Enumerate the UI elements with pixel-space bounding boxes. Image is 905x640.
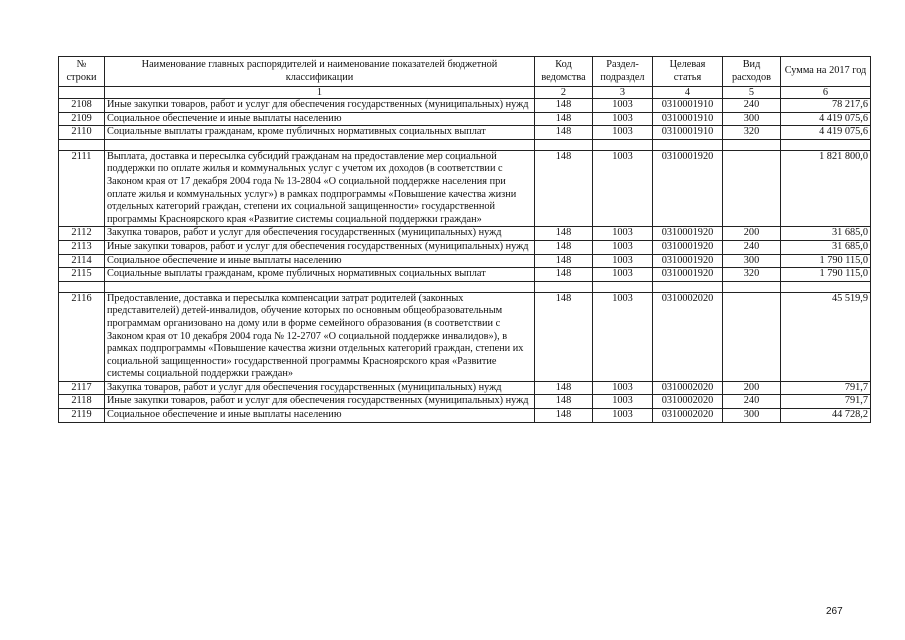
row-sum: 1 821 800,0 xyxy=(781,150,871,227)
spacer-cell xyxy=(535,139,593,150)
row-sum: 4 419 075,6 xyxy=(781,126,871,140)
row-sum: 4 419 075,6 xyxy=(781,112,871,126)
header-sum: Сумма на 2017 год xyxy=(781,57,871,87)
spacer-cell xyxy=(723,281,781,292)
row-number: 2111 xyxy=(59,150,105,227)
row-kind xyxy=(723,150,781,227)
row-code: 148 xyxy=(535,227,593,241)
header-numbers-row xyxy=(59,87,871,99)
header-no: № строки xyxy=(59,57,105,87)
row-target: 0310001910 xyxy=(653,99,723,113)
row-name: Социальные выплаты гражданам, кроме публичных нормативных социальных выплат xyxy=(105,126,535,140)
row-sum: 1 790 115,0 xyxy=(781,268,871,282)
table-spacer-row xyxy=(59,281,871,292)
row-sum: 31 685,0 xyxy=(781,227,871,241)
row-name: Выплата, доставка и пересылка субсидий гражданам на предоставление мер социальной поддержки по оплате жилья и коммунальных услуг с учетом их доходов (в соответствии с Законом края от 17 декабря 2004 года № 13-2804 «О социальной поддержке населения при оплате жилья и коммунальных услуг») в рамках подпрограммы «Повышение качества жизни отдельных категорий граждан, степени их социальной защищенности» государственной программы Красноярского края «Развитие системы социальной поддержки граждан» xyxy=(105,150,535,227)
row-section: 1003 xyxy=(593,240,653,254)
row-target: 0310001910 xyxy=(653,112,723,126)
row-name: Закупка товаров, работ и услуг для обеспечения государственных (муниципальных) нужд xyxy=(105,381,535,395)
row-target: 0310001920 xyxy=(653,254,723,268)
row-code: 148 xyxy=(535,268,593,282)
row-number: 2114 xyxy=(59,254,105,268)
row-section: 1003 xyxy=(593,99,653,113)
row-name: Социальное обеспечение и иные выплаты населению xyxy=(105,409,535,423)
header-number: 5 xyxy=(723,87,781,99)
row-sum: 791,7 xyxy=(781,381,871,395)
row-section: 1003 xyxy=(593,292,653,381)
row-target: 0310001920 xyxy=(653,240,723,254)
row-kind: 300 xyxy=(723,409,781,423)
row-code: 148 xyxy=(535,292,593,381)
row-name: Социальное обеспечение и иные выплаты населению xyxy=(105,112,535,126)
header-target: Целевая статья xyxy=(653,57,723,87)
spacer-cell xyxy=(653,281,723,292)
spacer-cell xyxy=(105,281,535,292)
row-code: 148 xyxy=(535,409,593,423)
row-number: 2112 xyxy=(59,227,105,241)
row-name: Социальное обеспечение и иные выплаты населению xyxy=(105,254,535,268)
row-kind: 200 xyxy=(723,227,781,241)
row-name: Предоставление, доставка и пересылка компенсации затрат родителей (законных представителей) детей-инвалидов, обучение которых по основным общеобразовательным программам организовано на дому или в форме семейного образования (в соответствии с Законом края от 10 декабря 2004 года № 12-2707 «О социальной поддержке инвалидов»), в рамках подпрограммы «Повышение качества жизни отдельных категорий граждан, степени их социальной защищенности» государственной программы Красноярского края «Развитие системы социальной поддержки граждан» xyxy=(105,292,535,381)
row-code: 148 xyxy=(535,99,593,113)
spacer-cell xyxy=(593,281,653,292)
row-target: 0310002020 xyxy=(653,395,723,409)
table-row xyxy=(59,409,871,423)
row-kind: 240 xyxy=(723,395,781,409)
row-section: 1003 xyxy=(593,126,653,140)
row-name: Иные закупки товаров, работ и услуг для обеспечения государственных (муниципальных) нужд xyxy=(105,99,535,113)
spacer-cell xyxy=(105,139,535,150)
row-section: 1003 xyxy=(593,150,653,227)
table-row xyxy=(59,254,871,268)
row-sum: 44 728,2 xyxy=(781,409,871,423)
row-target: 0310001920 xyxy=(653,268,723,282)
row-section: 1003 xyxy=(593,268,653,282)
row-code: 148 xyxy=(535,240,593,254)
row-number: 2109 xyxy=(59,112,105,126)
spacer-cell xyxy=(535,281,593,292)
row-number: 2110 xyxy=(59,126,105,140)
table-row xyxy=(59,268,871,282)
row-number: 2117 xyxy=(59,381,105,395)
row-kind: 300 xyxy=(723,254,781,268)
row-code: 148 xyxy=(535,381,593,395)
row-number: 2113 xyxy=(59,240,105,254)
row-section: 1003 xyxy=(593,381,653,395)
row-code: 148 xyxy=(535,112,593,126)
row-number: 2119 xyxy=(59,409,105,423)
row-sum: 78 217,6 xyxy=(781,99,871,113)
header-number: 4 xyxy=(653,87,723,99)
row-sum: 791,7 xyxy=(781,395,871,409)
row-section: 1003 xyxy=(593,254,653,268)
table-row xyxy=(59,292,871,381)
row-target: 0310002020 xyxy=(653,381,723,395)
row-kind: 320 xyxy=(723,268,781,282)
row-kind: 320 xyxy=(723,126,781,140)
row-code: 148 xyxy=(535,395,593,409)
row-section: 1003 xyxy=(593,395,653,409)
row-number: 2115 xyxy=(59,268,105,282)
spacer-cell xyxy=(781,281,871,292)
row-kind xyxy=(723,292,781,381)
table-spacer-row xyxy=(59,139,871,150)
row-target: 0310002020 xyxy=(653,409,723,423)
header-number: 3 xyxy=(593,87,653,99)
table-row xyxy=(59,381,871,395)
row-sum: 1 790 115,0 xyxy=(781,254,871,268)
row-number: 2108 xyxy=(59,99,105,113)
row-kind: 300 xyxy=(723,112,781,126)
row-name: Закупка товаров, работ и услуг для обеспечения государственных (муниципальных) нужд xyxy=(105,227,535,241)
table-row xyxy=(59,112,871,126)
row-code: 148 xyxy=(535,150,593,227)
row-number: 2116 xyxy=(59,292,105,381)
spacer-cell xyxy=(653,139,723,150)
spacer-cell xyxy=(59,281,105,292)
row-name: Социальные выплаты гражданам, кроме публичных нормативных социальных выплат xyxy=(105,268,535,282)
row-code: 148 xyxy=(535,254,593,268)
row-kind: 240 xyxy=(723,240,781,254)
header-kind: Вид расходов xyxy=(723,57,781,87)
row-target: 0310001920 xyxy=(653,227,723,241)
budget-table xyxy=(58,56,871,423)
row-target: 0310002020 xyxy=(653,292,723,381)
row-target: 0310001910 xyxy=(653,126,723,140)
row-kind: 200 xyxy=(723,381,781,395)
row-kind: 240 xyxy=(723,99,781,113)
table-row xyxy=(59,395,871,409)
row-sum: 45 519,9 xyxy=(781,292,871,381)
header-row xyxy=(59,57,871,87)
page-number: 267 xyxy=(826,606,843,617)
spacer-cell xyxy=(781,139,871,150)
row-number: 2118 xyxy=(59,395,105,409)
row-name: Иные закупки товаров, работ и услуг для обеспечения государственных (муниципальных) нужд xyxy=(105,240,535,254)
row-section: 1003 xyxy=(593,409,653,423)
header-code: Код ведомства xyxy=(535,57,593,87)
header-number xyxy=(59,87,105,99)
row-section: 1003 xyxy=(593,227,653,241)
table-row xyxy=(59,240,871,254)
header-section: Раздел-подраздел xyxy=(593,57,653,87)
row-name: Иные закупки товаров, работ и услуг для обеспечения государственных (муниципальных) нужд xyxy=(105,395,535,409)
spacer-cell xyxy=(723,139,781,150)
header-number: 2 xyxy=(535,87,593,99)
row-target: 0310001920 xyxy=(653,150,723,227)
header-number: 6 xyxy=(781,87,871,99)
table-row xyxy=(59,150,871,227)
row-code: 148 xyxy=(535,126,593,140)
header-name: Наименование главных распорядителей и наименование показателей бюджетной классификации xyxy=(105,57,535,87)
table-row xyxy=(59,227,871,241)
table-body xyxy=(59,99,871,423)
table-row xyxy=(59,126,871,140)
spacer-cell xyxy=(59,139,105,150)
header-number: 1 xyxy=(105,87,535,99)
row-section: 1003 xyxy=(593,112,653,126)
spacer-cell xyxy=(593,139,653,150)
table-row xyxy=(59,99,871,113)
row-sum: 31 685,0 xyxy=(781,240,871,254)
